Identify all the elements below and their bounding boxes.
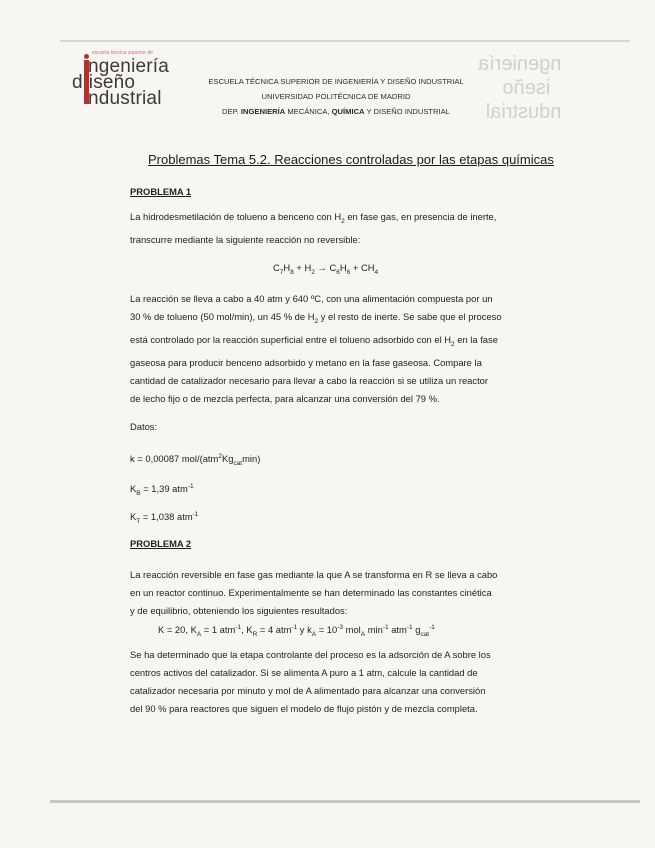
- header-department: DEP. INGENIERÍA MECÁNICA, QUÍMICA Y DISEÑO INDUSTRIAL: [222, 107, 450, 116]
- logo-line3: ndustrial: [88, 88, 162, 109]
- page-title: Problemas Tema 5.2. Reacciones controladas por las etapas químicas: [148, 152, 554, 167]
- kb-constant: $K_B = 1,39$ atm$^{-1}$: [130, 483, 194, 497]
- school-logo: [66, 50, 196, 110]
- problem1-statement: La reacción se lleva a cabo a 40 atm y 640 ºC, con una alimentación compuesta por un 30 % de tolueno (50 mol/min), un 45 % de $H_2$ y el resto de inerte. Se sabe que el proceso está controlado por la reacción superficial entre el tolueno adsorbido con el $H_2$ en la fase gaseosa para producir benceno adsorbido y metano en la fase gaseosa. Compare la cantidad de catalizador necesario para llevar a cabo la reacción si se utiliza un reactor de lecho fijo o de mezcla perfecta, para alcanzar una conversión del 79 %.: [130, 293, 502, 404]
- problem2-statement: Se ha determinado que la etapa controlante del proceso es la adsorción de A sobre los centros activos del catalizador. Si se alimenta A puro a 1 atm, calcule la cantidad de catalizador necesaria por minuto y mol de A alimentado para alcanzar una conversión del 90 % para reactores que siguen el modelo de flujo pistón y de mezcla completa.: [130, 649, 491, 714]
- rate-constant: k = 0,00087 mol/$(atm^2Kg_{cat}\min)$: [130, 453, 261, 467]
- header-university: UNIVERSIDAD POLITÉCNICA DE MADRID: [261, 92, 411, 101]
- problem1-intro: La hidrodesmetilación de tolueno a benceno con $H_2$ en fase gas, en presencia de inerte, transcurre mediante la siguiente reacción no reversible:: [130, 211, 497, 245]
- kt-constant: $K_T = 1,038$ atm$^{-1}$: [130, 511, 199, 525]
- problem2-heading: PROBLEMA 2: [130, 538, 192, 549]
- bottom-edge: [50, 800, 640, 803]
- problem2-intro: La reacción reversible en fase gas mediante la que A se transforma en R se lleva a cabo en un reactor continuo. Experimentalmente se han determinado las constantes cinética y de equilibrio, obteniendo los siguientes resultados:: [130, 569, 498, 616]
- logo-line1: ngeniería: [88, 56, 170, 77]
- constants-equation: K = 20, $K_A = 1$ atm$^{-1}$, $K_R = 4$ atm$^{-1}$ y $k_A = 10^{-3}$ mol$_A$ $\min^{-1} atm^{-1}$ $g_{cat}^{-1}$: [158, 624, 435, 638]
- logo-line2: d iseño: [72, 72, 136, 93]
- logo-tagline: escuela técnica superior de: [92, 50, 153, 56]
- problem1-heading: PROBLEMA 1: [130, 186, 192, 197]
- header-school: ESCUELA TÉCNICA SUPERIOR DE INGENIERÍA Y DISEÑO INDUSTRIAL: [208, 77, 464, 86]
- reaction-equation: $C_7H_8 + H_2 \to C_6H_6 + CH_4$: [273, 262, 379, 276]
- institution-header: [200, 74, 472, 119]
- data-label: Datos:: [130, 421, 158, 432]
- top-edge: [60, 40, 630, 42]
- ghost-logo-icon: ngeniería iseño ndustrial: [478, 53, 562, 123]
